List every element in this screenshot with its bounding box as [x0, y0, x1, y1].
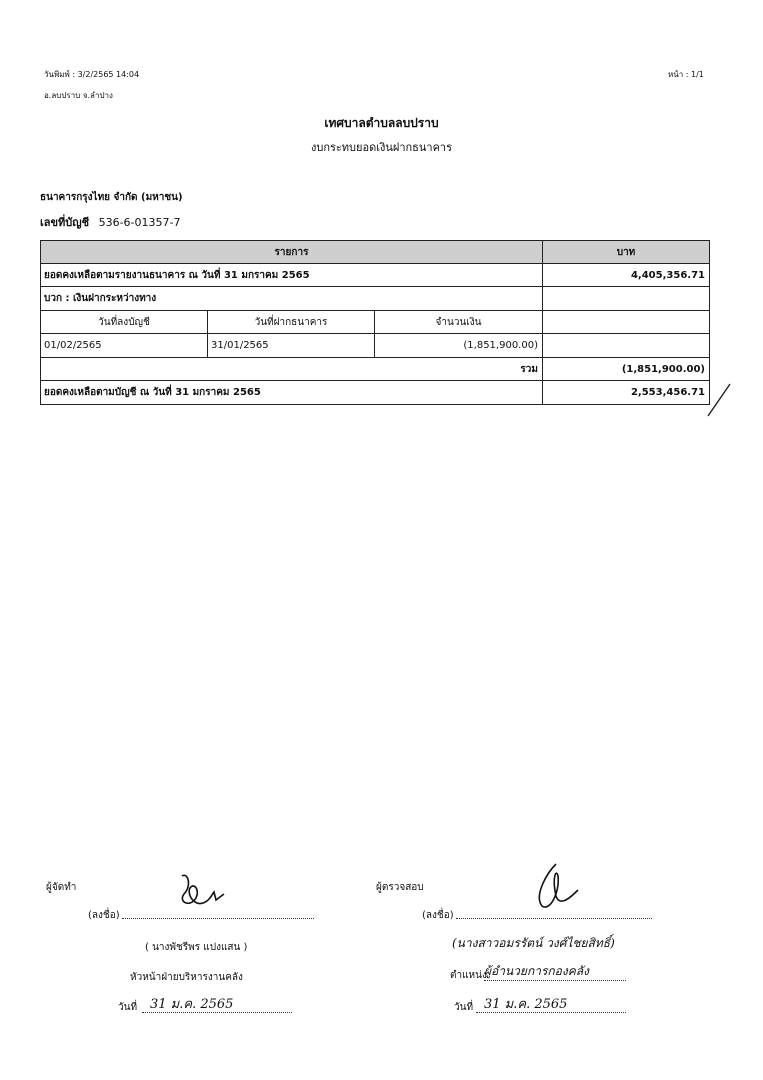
preparer-position: หัวหน้าฝ่ายบริหารงานคลัง: [130, 972, 243, 983]
sub-header-amount: จำนวนเงิน: [435, 316, 482, 328]
preparer-name: ( นางพัชรีพร แปงแสน ): [145, 942, 248, 953]
account-number-label: เลขที่บัญชี: [40, 216, 90, 229]
preparer-signature: [170, 868, 230, 920]
preparer-sign-label: (ลงชื่อ): [88, 910, 120, 921]
preparer-date-label: วันที่: [118, 1002, 138, 1013]
document-subtitle: งบกระทบยอดเงินฝากธนาคาร: [310, 141, 453, 154]
book-balance-label: ยอดคงเหลือตามบัญชี ณ วันที่ 31 มกราคม 2565: [44, 387, 261, 398]
account-number: 536-6-01357-7: [98, 216, 181, 229]
reviewer-name: (นางสาวอมรรัตน์ วงศ์ไชยสิทธิ์): [452, 936, 615, 950]
sub-header-deposited: วันที่ฝากธนาคาร: [254, 316, 328, 328]
reviewer-position: ผู้อำนวยการกองคลัง: [484, 964, 589, 978]
add-deposits-label: บวก : เงินฝากระหว่างทาง: [44, 292, 157, 304]
account-number-row: [40, 213, 181, 231]
print-date: วันพิมพ์ : 3/2/2565 14:04: [44, 70, 140, 79]
sub-header-posted: วันที่ลงบัญชี: [98, 316, 150, 328]
bank-balance-value: 4,405,356.71: [630, 269, 705, 281]
col-header-baht: บาท: [543, 241, 709, 263]
table-row-deposited: 31/01/2565: [211, 339, 269, 351]
reviewer-signature: [526, 856, 586, 916]
book-balance-value: 2,553,456.71: [630, 387, 705, 398]
page-number: หน้า : 1/1: [668, 70, 704, 79]
pen-tick-mark: [704, 380, 734, 420]
preparer-date: 31 ม.ค. 2565: [150, 997, 234, 1012]
reviewer-date-label: วันที่: [454, 1002, 474, 1013]
preparer-role: ผู้จัดทำ: [46, 882, 77, 893]
col-header-item: รายการ: [41, 241, 542, 263]
total-label: รวม: [520, 363, 538, 375]
reviewer-role: ผู้ตรวจสอบ: [376, 882, 424, 893]
total-value: (1,851,900.00): [621, 363, 705, 375]
document-title: เทศบาลตำบลลบปราบ: [324, 116, 439, 130]
table-row-amount: (1,851,900.00): [463, 339, 538, 351]
table-row-posted: 01/02/2565: [44, 339, 102, 351]
bank-name: ธนาคารกรุงไทย จำกัด (มหาชน): [40, 192, 183, 203]
reviewer-date: 31 ม.ค. 2565: [484, 997, 568, 1012]
reviewer-sign-label: (ลงชื่อ): [422, 910, 454, 921]
bank-balance-label: ยอดคงเหลือตามรายงานธนาคาร ณ วันที่ 31 มกราคม 2565: [44, 269, 310, 281]
reviewer-position-label: ตำแหน่ง: [450, 970, 487, 981]
org-small: อ.ลบปราบ จ.ลำปาง: [44, 91, 113, 100]
